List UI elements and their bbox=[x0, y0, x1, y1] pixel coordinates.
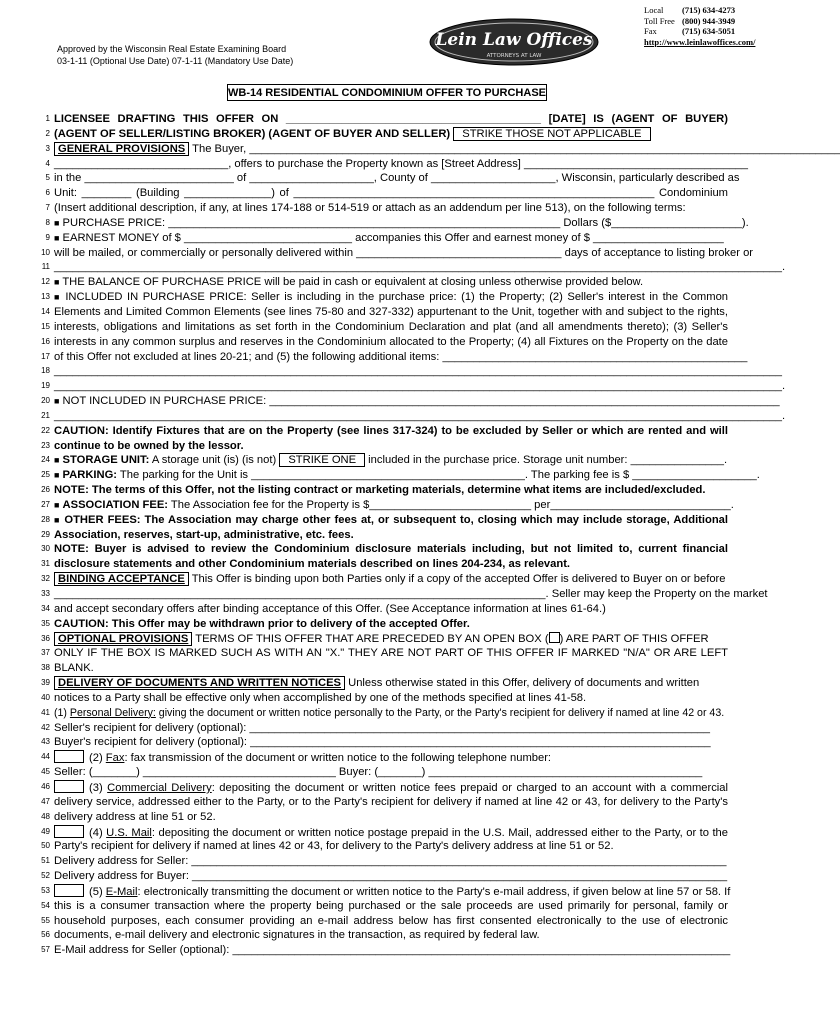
buyer-delivery-address-field[interactable]: Delivery address for Buyer: ______________________________________________________________________________________ bbox=[54, 870, 728, 883]
form-line: 38 BLANK. bbox=[10, 661, 728, 676]
form-line: 56 documents, e-mail delivery and electronic signatures in the transaction, as required by federal law. bbox=[10, 928, 728, 943]
line-number: 47 bbox=[41, 796, 50, 806]
bullet-icon: ■ bbox=[54, 470, 60, 481]
form-line bbox=[10, 735, 728, 750]
form-line: 37 ONLY IF THE BOX IS MARKED SUCH AS WITH AN "X." THEY ARE NOT PART OF THIS OFFER IF MARKED "N/A" OR ARE LEFT bbox=[10, 646, 728, 661]
line-number: 7 bbox=[45, 203, 50, 213]
form-line bbox=[10, 869, 728, 884]
storage-unit-field[interactable]: included in the purchase price. Storage unit number: _______________. bbox=[365, 454, 728, 467]
line-number: 6 bbox=[45, 188, 50, 198]
form-line: 40 notices to a Party shall be effective only when accomplished by one of the methods specified at lines 41-58. bbox=[10, 691, 728, 706]
open-box-icon bbox=[549, 632, 560, 643]
line-number: 4 bbox=[45, 158, 50, 168]
line-number: 21 bbox=[41, 410, 50, 420]
commercial-delivery-checkbox[interactable] bbox=[54, 780, 84, 793]
line-number: 2 bbox=[45, 128, 50, 138]
line-number: 34 bbox=[41, 603, 50, 613]
form-line bbox=[10, 112, 728, 127]
line-number: 22 bbox=[41, 425, 50, 435]
form-line bbox=[10, 231, 728, 246]
form-line: 15 interests, obligations and limitations as set forth in the Condominium Declaration and plat (and all amendments thereto); (3) Seller's bbox=[10, 320, 728, 335]
bullet-icon: ■ bbox=[54, 292, 61, 303]
form-line bbox=[10, 943, 731, 958]
line-number: 9 bbox=[45, 232, 50, 242]
line-number: 29 bbox=[41, 529, 50, 539]
line-number: 27 bbox=[41, 499, 50, 509]
form-line: 54 this is a consumer transaction where the property being purchased or the sale proceeds are used primarily for personal, family or bbox=[10, 899, 728, 914]
bullet-icon: ■ bbox=[54, 232, 60, 243]
municipality-county-field[interactable]: in the ________________________ of ____________________, County of ____________________, Wisconsin, particularly described as bbox=[54, 172, 740, 185]
line-number: 48 bbox=[41, 811, 50, 821]
binding-acceptance-heading: BINDING ACCEPTANCE bbox=[54, 572, 189, 586]
form-line: 12 ■ THE BALANCE OF PURCHASE PRICE will be paid in cash or equivalent at closing unless otherwise provided below. bbox=[10, 275, 728, 290]
approval-notice bbox=[57, 43, 293, 67]
form-line: 46 (3) Commercial Delivery: depositing the document or written notice fees prepaid or charged to an account with a commercial bbox=[10, 780, 728, 795]
buyer-name-field[interactable]: The Buyer, _______________________________________________________________________________________________ bbox=[189, 142, 840, 155]
form-line: 23 continue to be owned by the lessor. bbox=[10, 439, 728, 454]
form-line: 39 DELIVERY OF DOCUMENTS AND WRITTEN NOTICES Unless otherwise stated in this Offer, delivery of documents and written bbox=[10, 676, 728, 691]
line-number: 45 bbox=[41, 767, 50, 777]
seller-delivery-address-field[interactable]: Delivery address for Seller: ______________________________________________________________________________________ bbox=[54, 855, 727, 868]
local-number: (715) 634-4273 bbox=[682, 5, 736, 15]
line-number: 1 bbox=[45, 114, 50, 123]
strike-one-label: STRIKE ONE bbox=[279, 453, 365, 467]
parking-field[interactable]: The parking for the Unit is ____________________________________________. The parking fee is $ ____________________. bbox=[117, 469, 760, 482]
additional-items-field[interactable]: _____________________________________________________________________________________________________________________. bbox=[54, 380, 786, 393]
lein-law-logo bbox=[428, 17, 600, 67]
approval-line-2: 03-1-11 (Optional Use Date) 07-1-11 (Mandatory Use Date) bbox=[57, 56, 294, 66]
unit-building-field[interactable]: Unit: ________ (Building ______________) of __________________________________________________________ Condominium bbox=[54, 187, 728, 200]
line-number: 17 bbox=[41, 351, 50, 361]
line-number: 20 bbox=[41, 396, 50, 406]
form-line bbox=[10, 216, 749, 231]
form-line: 30 NOTE: Buyer is advised to review the Condominium disclosure materials including, but not limited to, current financial bbox=[10, 542, 728, 557]
form-line bbox=[10, 246, 754, 261]
form-line: 24 ■ STORAGE UNIT: A storage unit (is) (is not) STRIKE ONE included in the purchase price. Storage unit number: _______________. bbox=[10, 453, 728, 468]
form-line: 34 and accept secondary offers after binding acceptance of this Offer. (See Acceptance information at lines 61-64.) bbox=[10, 602, 728, 617]
line-number: 46 bbox=[41, 781, 50, 791]
form-line: 2 (AGENT OF SELLER/LISTING BROKER) (AGENT OF BUYER AND SELLER) STRIKE THOSE NOT APPLICABLE bbox=[10, 127, 728, 142]
optional-provisions-heading: OPTIONAL PROVISIONS bbox=[54, 632, 192, 646]
local-label: Local bbox=[644, 5, 664, 15]
street-address-field[interactable]: ____________________________, offers to purchase the Property known as [Street Address] ____________________________________ bbox=[54, 157, 749, 170]
line-number: 23 bbox=[41, 440, 50, 450]
line-number: 16 bbox=[41, 336, 50, 346]
form-line: 29 Association, reserves, start-up, administrative, etc. fees. bbox=[10, 528, 728, 543]
fax-delivery-checkbox[interactable] bbox=[54, 750, 84, 763]
line-number: 44 bbox=[41, 752, 50, 762]
form-line: 41 (1) Personal Delivery: giving the document or written notice personally to the Party, or the Party's recipient for delivery if named at line 42 or 43. bbox=[10, 706, 728, 721]
bullet-icon: ■ bbox=[54, 499, 60, 510]
form-line: 32 BINDING ACCEPTANCE This Offer is binding upon both Parties only if a copy of the accepted Offer is delivered to Buyer on or before bbox=[10, 572, 728, 587]
form-line: 27 ■ ASSOCIATION FEE: The Association fee for the Property is $__________________________ per_____________________________. bbox=[10, 498, 728, 513]
tollfree-number: (800) 944-3949 bbox=[682, 15, 736, 26]
form-line: 53 (5) E-Mail: electronically transmitting the document or written notice to the Party's e-mail address, if given below at line 57 or 58. If bbox=[10, 884, 728, 899]
line-number: 11 bbox=[41, 262, 50, 272]
bullet-icon: ■ bbox=[54, 277, 60, 288]
us-mail-checkbox[interactable] bbox=[54, 825, 84, 838]
form-line: 7 (Insert additional description, if any, at lines 174-188 or 514-519 or attach as an addendum per line 513), on the following terms: bbox=[10, 201, 728, 216]
line-number: 13 bbox=[41, 292, 50, 302]
line-number: 24 bbox=[41, 455, 50, 465]
logo-subtext: ATTORNEYS AT LAW bbox=[486, 53, 542, 59]
fax-number: (715) 634-5051 bbox=[682, 26, 736, 36]
form-line bbox=[10, 260, 786, 275]
line-number: 53 bbox=[41, 885, 50, 895]
form-line: 14 Elements and Limited Common Elements (see lines 75-80 and 327-332) appurtenant to the Unit, together with and subject to the rights, bbox=[10, 305, 728, 320]
form-line: 49 (4) U.S. Mail: depositing the document or written notice postage prepaid in the U.S. Mail, addressed either to the Party, or to the bbox=[10, 825, 728, 840]
form-line: 55 household purposes, each consumer providing an e-mail address below has first consented electronically to the use of electronic bbox=[10, 914, 728, 929]
bullet-icon: ■ bbox=[54, 514, 61, 525]
form-line: 50 Party's recipient for delivery if named at lines 42 or 43, for delivery to the Party's delivery address at line 51 or 52. bbox=[10, 839, 728, 854]
licensee-drafting-line[interactable]: LICENSEE DRAFTING THIS OFFER ON _________________________________________ [DATE] IS (AGENT OF BUYER) bbox=[54, 113, 728, 125]
not-included-field[interactable]: NOT INCLUDED IN PURCHASE PRICE: __________________________________________________________________________________ bbox=[62, 395, 780, 408]
general-provisions-heading: GENERAL PROVISIONS bbox=[54, 142, 189, 156]
form-line: 13 ■ INCLUDED IN PURCHASE PRICE: Seller is including in the purchase price: (1) the Property; (2) Seller's interest in the Common bbox=[10, 290, 728, 305]
form-line bbox=[10, 142, 840, 157]
form-line bbox=[10, 765, 728, 780]
form-line bbox=[10, 350, 748, 365]
form-line bbox=[10, 854, 728, 869]
contact-info bbox=[644, 5, 755, 47]
line-number: 32 bbox=[41, 574, 50, 584]
form-line: 26 NOTE: The terms of this Offer, not the listing contract or marketing materials, determine what items are included/excluded. bbox=[10, 483, 728, 498]
seller-recipient-field[interactable]: Seller's recipient for delivery (optional): __________________________________________________________________________ bbox=[54, 721, 710, 734]
line-number: 15 bbox=[41, 321, 50, 331]
line-number: 54 bbox=[41, 900, 50, 910]
line-number: 41 bbox=[41, 707, 50, 717]
form-line bbox=[10, 186, 728, 201]
line-number: 49 bbox=[41, 826, 50, 836]
binding-acceptance-date-field[interactable]: _______________________________________________________________________________. Seller may keep the Property on the market bbox=[54, 588, 768, 600]
form-line bbox=[10, 587, 768, 602]
line-number: 35 bbox=[41, 618, 50, 628]
line-number: 42 bbox=[41, 722, 50, 732]
form-line: 44 (2) Fax: fax transmission of the document or written notice to the following telephone number: bbox=[10, 750, 728, 765]
not-included-field[interactable]: _____________________________________________________________________________________________________________________. bbox=[54, 409, 786, 422]
website-link[interactable]: http://www.leinlawoffices.com/ bbox=[644, 36, 756, 47]
line-number: 3 bbox=[45, 143, 50, 153]
line-number: 40 bbox=[41, 692, 50, 702]
line-number: 5 bbox=[45, 173, 50, 183]
form-line bbox=[10, 721, 728, 736]
line-number: 10 bbox=[41, 247, 50, 257]
form-line: 28 ■ OTHER FEES: The Association may charge other fees at, or subsequent to, closing which may include storage, Additional bbox=[10, 513, 728, 528]
form-line bbox=[10, 364, 782, 379]
logo-text: Lein Law Offices bbox=[435, 30, 593, 50]
line-number: 51 bbox=[41, 856, 50, 866]
line-number: 39 bbox=[41, 678, 50, 688]
email-delivery-checkbox[interactable] bbox=[54, 884, 84, 897]
line-number: 56 bbox=[41, 930, 50, 940]
line-number: 43 bbox=[41, 737, 50, 747]
bullet-icon: ■ bbox=[54, 455, 60, 466]
additional-items-field[interactable]: of this Offer not excluded at lines 20-21; and (5) the following additional items: _________________________________________________ bbox=[54, 350, 748, 363]
line-number: 52 bbox=[41, 871, 50, 881]
purchase-price-field[interactable]: PURCHASE PRICE: _______________________________________________________________ Dollars ($_____________________). bbox=[62, 216, 749, 229]
line-number: 18 bbox=[41, 366, 50, 376]
line-number: 38 bbox=[41, 663, 50, 673]
offer-body bbox=[10, 112, 840, 958]
line-number: 26 bbox=[41, 485, 50, 495]
line-number: 19 bbox=[41, 381, 50, 391]
earnest-money-field[interactable]: EARNEST MONEY of $ ___________________________ accompanies this Offer and earnest money of $ _____________________ bbox=[62, 231, 724, 244]
bullet-icon: ■ bbox=[54, 217, 60, 228]
additional-items-field[interactable]: _____________________________________________________________________________________________________________________ bbox=[54, 365, 782, 378]
bullet-icon: ■ bbox=[54, 396, 60, 407]
line-number: 57 bbox=[41, 945, 50, 955]
line-number: 14 bbox=[41, 306, 50, 316]
line-number: 28 bbox=[41, 514, 50, 524]
seller-email-field[interactable]: E-Mail address for Seller (optional): ________________________________________________________________________________ bbox=[54, 944, 731, 957]
form-line bbox=[10, 409, 786, 424]
buyer-recipient-field[interactable]: Buyer's recipient for delivery (optional): __________________________________________________________________________ bbox=[54, 736, 711, 749]
fax-label: Fax bbox=[644, 26, 657, 36]
line-number: 25 bbox=[41, 470, 50, 480]
form-line: 35 CAUTION: This Offer may be withdrawn prior to delivery of the accepted Offer. bbox=[10, 617, 728, 632]
earnest-days-field[interactable]: will be mailed, or commercially or personally delivered within _________________________________ days of acceptance to listing broker or bbox=[54, 246, 754, 259]
form-line: 31 disclosure statements and other Condominium materials described on lines 204-234, as relevant. bbox=[10, 557, 728, 572]
line-number: 55 bbox=[41, 915, 50, 925]
earnest-recipient-field[interactable]: _____________________________________________________________________________________________________________________. bbox=[54, 261, 786, 274]
line-number: 12 bbox=[41, 277, 50, 287]
form-line bbox=[10, 157, 749, 172]
form-line bbox=[10, 379, 786, 394]
form-title: WB-14 RESIDENTIAL CONDOMINIUM OFFER TO PURCHASE bbox=[227, 84, 547, 101]
fax-numbers-field[interactable]: Seller: (_______) _______________________________ Buyer: (_______) ____________________________________________ bbox=[54, 766, 703, 779]
line-number: 37 bbox=[41, 648, 50, 658]
line-number: 36 bbox=[41, 633, 50, 643]
association-fee-field[interactable]: The Association fee for the Property is $__________________________ per_____________________________. bbox=[168, 498, 734, 511]
line-number: 31 bbox=[41, 559, 50, 569]
approval-line-1: Approved by the Wisconsin Real Estate Examining Board bbox=[57, 44, 287, 54]
strike-not-applicable-label: STRIKE THOSE NOT APPLICABLE bbox=[453, 127, 650, 141]
form-line: 22 CAUTION: Identify Fixtures that are on the Property (see lines 317-324) to be excluded by Seller or which are rented and will bbox=[10, 424, 728, 439]
form-line: 16 interests in any common surplus and reserves in the Condominium allocated to the Property; (4) all Fixtures on the Property on the date bbox=[10, 335, 728, 350]
line-number: 8 bbox=[45, 217, 50, 227]
form-line bbox=[10, 171, 740, 186]
delivery-heading: DELIVERY OF DOCUMENTS AND WRITTEN NOTICES bbox=[54, 676, 345, 690]
form-line: 47 delivery service, addressed either to the Party, or to the Party's recipient for delivery if named at line 42 or 43, for delivery to the Party's bbox=[10, 795, 728, 810]
form-line bbox=[10, 394, 780, 409]
line-number: 50 bbox=[41, 841, 50, 851]
line-number: 33 bbox=[41, 589, 50, 598]
form-line: 36 OPTIONAL PROVISIONS TERMS OF THIS OFFER THAT ARE PRECEDED BY AN OPEN BOX ( ) ARE PART OF THIS OFFER bbox=[10, 632, 728, 647]
form-line: 48 delivery address at line 51 or 52. bbox=[10, 810, 728, 825]
line-number: 30 bbox=[41, 544, 50, 554]
tollfree-label: Toll Free bbox=[644, 15, 675, 26]
form-line: 25 ■ PARKING: The parking for the Unit is ____________________________________________. The parking fee is $ ____________________. bbox=[10, 468, 728, 483]
